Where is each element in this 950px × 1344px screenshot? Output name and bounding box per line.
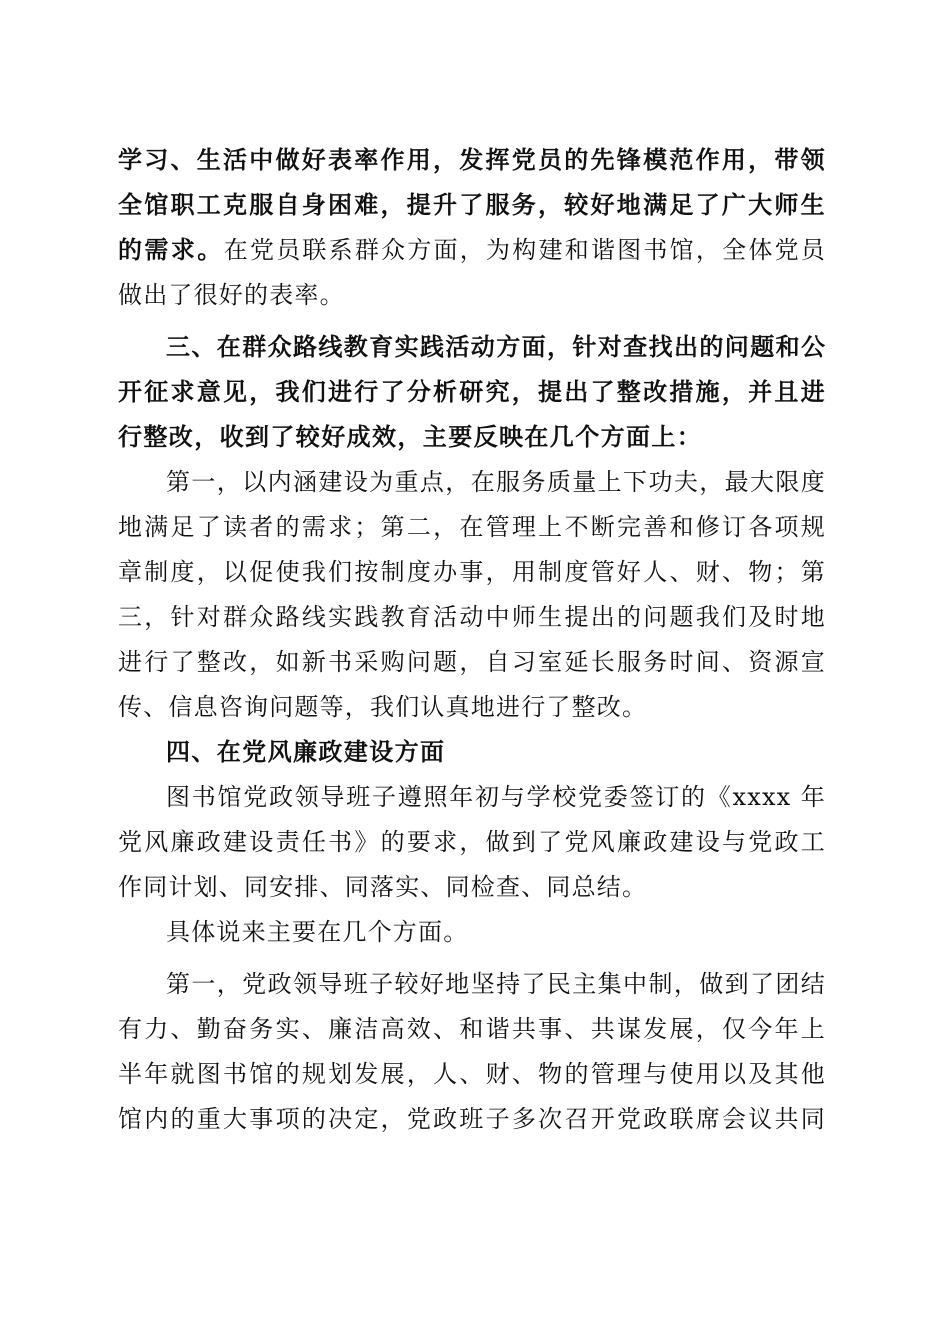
text-line: 第一，以内涵建设为重点，在服务质量上下功夫，最大限度 xyxy=(166,468,826,496)
document-body xyxy=(118,138,826,1142)
text-line: 行整改，收到了较好成效，主要反映在几个方面上： xyxy=(118,423,703,451)
text-line: 章制度，以促使我们按制度办事，用制度管好人、财、物；第 xyxy=(118,558,826,586)
section-heading-3: 三、在群众路线教育实践活动方面，针对查找出的问题和公 xyxy=(166,333,826,361)
text-line: 第一，党政领导班子较好地坚持了民主集中制，做到了团结 xyxy=(166,970,826,998)
text-line: 馆内的重大事项的决定，党政班子多次召开党政联席会议共同 xyxy=(118,1105,826,1133)
section-heading-4: 四、在党风廉政建设方面 xyxy=(166,738,446,766)
text-line: 学习、生活中做好表率作用，发挥党员的先锋模范作用，带领 xyxy=(118,146,826,174)
text-line: 三，针对群众路线实践教育活动中师生提出的问题我们及时地 xyxy=(118,603,826,631)
bold-phrase: 的需求。 xyxy=(118,236,224,264)
text-line xyxy=(118,228,826,273)
text-line: 党风廉政建设责任书》的要求，做到了党风廉政建设与党政工 xyxy=(118,828,826,856)
text-phrase: 在党员联系群众方面，为构建和谐图书馆，全体党员 xyxy=(223,236,826,264)
text-line: 进行了整改，如新书采购问题，自习室延长服务时间、资源宣 xyxy=(118,648,826,676)
text-line: 作同计划、同安排、同落实、同检查、同总结。 xyxy=(118,873,648,901)
text-line: 地满足了读者的需求；第二，在管理上不断完善和修订各项规 xyxy=(118,513,826,541)
text-line: 传、信息咨询问题等，我们认真地进行了整改。 xyxy=(118,693,648,721)
text-line: 半年就图书馆的规划发展，人、财、物的管理与使用以及其他 xyxy=(118,1060,826,1088)
text-line: 开征求意见，我们进行了分析研究，提出了整改措施，并且进 xyxy=(118,378,826,406)
text-line: 有力、勤奋务实、廉洁高效、和谐共事、共谋发展，仅今年上 xyxy=(118,1015,826,1043)
text-line: 做出了很好的表率。 xyxy=(118,281,345,309)
text-line: 具体说来主要在几个方面。 xyxy=(166,918,469,946)
text-line: 图书馆党政领导班子遵照年初与学校党委签订的《xxxx 年 xyxy=(166,783,826,811)
text-line: 全馆职工克服自身困难，提升了服务，较好地满足了广大师生 xyxy=(118,191,826,219)
